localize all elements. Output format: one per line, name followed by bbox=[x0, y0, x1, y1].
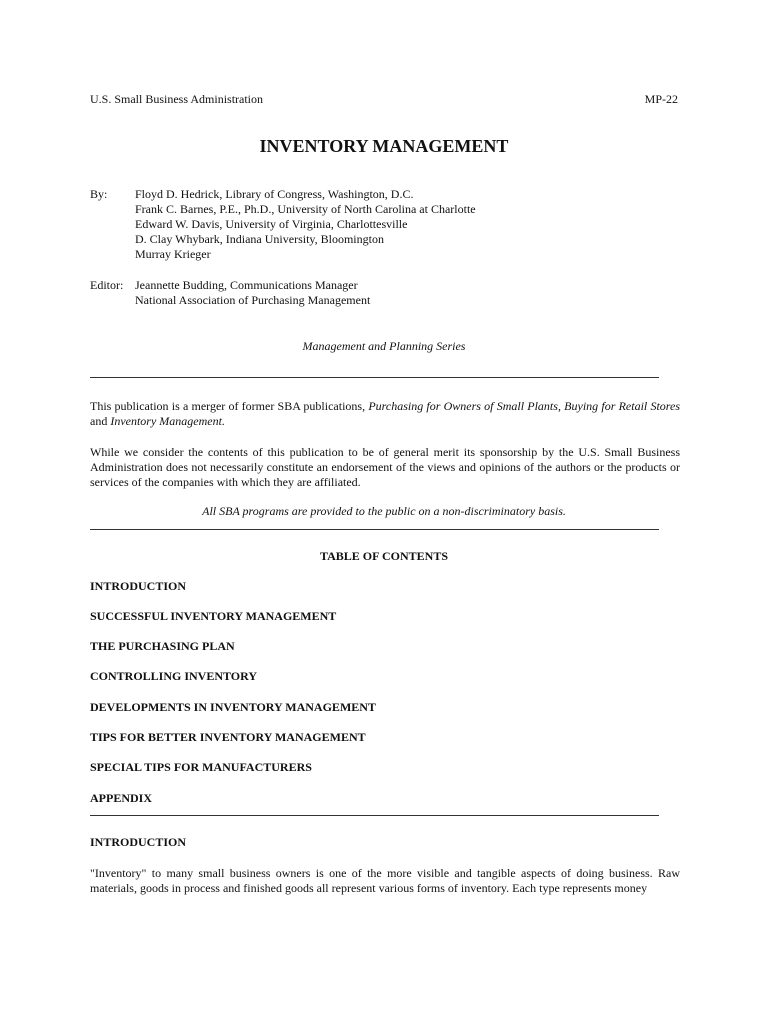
disclaimer-paragraph: While we consider the contents of this publication to be of general merit its sponsorship by the U.S. Small Business Administration does not necessarily constitute an endorsement of the views and opinions of the authors or the products or services of the companies with which they are affiliated. bbox=[90, 445, 680, 489]
divider bbox=[90, 815, 659, 816]
author-line: Floyd D. Hedrick, Library of Congress, Washington, D.C. bbox=[135, 187, 414, 201]
nondiscrimination-statement: All SBA programs are provided to the public on a non-discriminatory basis. bbox=[202, 504, 566, 518]
toc-item[interactable]: CONTROLLING INVENTORY bbox=[90, 669, 258, 683]
author-list bbox=[135, 187, 476, 262]
toc-item[interactable]: DEVELOPMENTS IN INVENTORY MANAGEMENT bbox=[90, 700, 376, 714]
section-heading: INTRODUCTION bbox=[90, 835, 187, 849]
merger-paragraph: This publication is a merger of former SBA publications, Purchasing for Owners of Small Plants, Buying for Retail Stores and Inventory Management. bbox=[90, 399, 680, 428]
author-line: D. Clay Whybark, Indiana University, Bloomington bbox=[135, 232, 384, 246]
toc-item[interactable]: THE PURCHASING PLAN bbox=[90, 639, 235, 653]
toc-item[interactable]: SUCCESSFUL INVENTORY MANAGEMENT bbox=[90, 609, 337, 623]
former-publication-title: Inventory Management. bbox=[110, 414, 225, 428]
divider bbox=[90, 377, 659, 378]
toc-item[interactable]: APPENDIX bbox=[90, 791, 152, 805]
divider bbox=[90, 529, 659, 530]
editor-label: Editor: bbox=[90, 278, 124, 292]
by-label: By: bbox=[90, 187, 108, 201]
document-title: INVENTORY MANAGEMENT bbox=[259, 136, 509, 156]
toc-item[interactable]: TIPS FOR BETTER INVENTORY MANAGEMENT bbox=[90, 730, 366, 744]
toc-item[interactable]: INTRODUCTION bbox=[90, 579, 187, 593]
former-publication-title: Purchasing for Owners of Small Plants bbox=[368, 399, 558, 413]
editor-info bbox=[135, 278, 370, 308]
series-name: Management and Planning Series bbox=[302, 339, 466, 353]
author-line: Frank C. Barnes, P.E., Ph.D., University of North Carolina at Charlotte bbox=[135, 202, 476, 216]
editor-line: Jeannette Budding, Communications Manager bbox=[135, 278, 358, 292]
toc-title: TABLE OF CONTENTS bbox=[319, 549, 449, 563]
former-publication-title: Buying for Retail Stores bbox=[564, 399, 680, 413]
author-line: Edward W. Davis, University of Virginia, Charlottesville bbox=[135, 217, 408, 231]
intro-paragraph: "Inventory" to many small business owners is one of the more visible and tangible aspects of doing business. Raw materials, goods in process and finished goods all represent various forms of inventory. Each type represents money bbox=[90, 866, 680, 895]
author-line: Murray Krieger bbox=[135, 247, 211, 261]
publication-code: MP-22 bbox=[644, 92, 678, 106]
agency-name: U.S. Small Business Administration bbox=[90, 92, 264, 106]
editor-line: National Association of Purchasing Management bbox=[135, 293, 371, 307]
toc-item[interactable]: SPECIAL TIPS FOR MANUFACTURERS bbox=[90, 760, 312, 774]
